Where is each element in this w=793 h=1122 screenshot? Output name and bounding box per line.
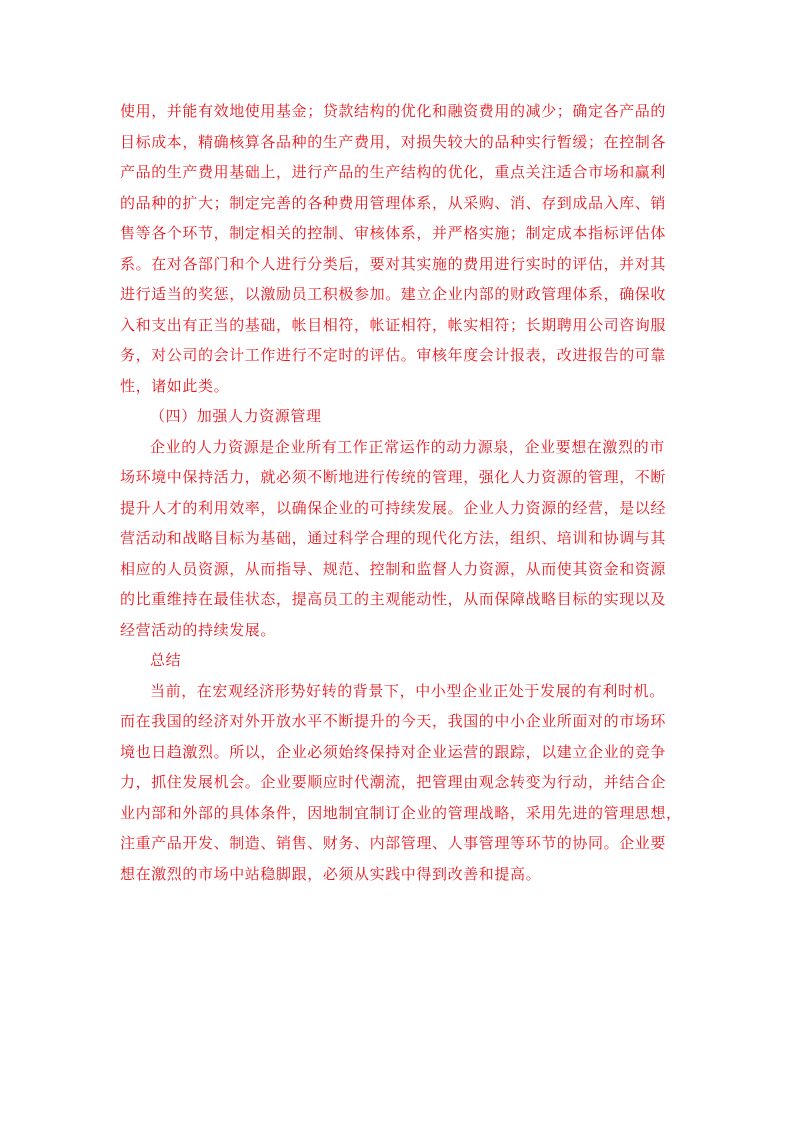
- text-line: 售等各个环节，制定相关的控制、审核体系，并严格实施；制定成本指标评估体: [120, 224, 667, 242]
- text-line: 提升人才的利用效率，以确保企业的可持续发展。企业人力资源的经营，是以经: [120, 498, 667, 517]
- text-line: 产品的生产费用基础上，进行产品的生产结构的优化，重点关注适合市场和赢利: [120, 163, 667, 181]
- text-line: 力，抓住发展机会。企业要顺应时代潮流，把管理由观念转变为行动，并结合企: [120, 773, 667, 791]
- text-line: 业内部和外部的具体条件，因地制宜制订企业的管理战略，采用先进的管理思想，: [120, 803, 682, 822]
- text-line: 企业的人力资源是企业所有工作正常运作的动力源泉，企业要想在激烈的市: [150, 437, 665, 456]
- text-line: 性，诸如此类。: [120, 376, 230, 395]
- text-line: 当前，在宏观经济形势好转的背景下，中小型企业正处于发展的有利时机。: [150, 681, 665, 700]
- text-line: 经营活动的持续发展。: [120, 620, 277, 639]
- text-line: 场环境中保持活力，就必须不断地进行传统的管理，强化人力资源的管理，不断: [120, 468, 667, 486]
- text-line: 境也日趋激烈。所以，企业必须始终保持对企业运营的跟踪，以建立企业的竞争: [120, 742, 667, 761]
- text-line: 入和支出有正当的基础，帐目相符，帐证相符，帐实相符；长期聘用公司咨询服: [120, 315, 667, 334]
- text-line: 的比重维持在最佳状态，提高员工的主观能动性，从而保障战略目标的实现以及: [120, 590, 667, 608]
- text-line: 进行适当的奖惩，以激励员工积极参加。建立企业内部的财政管理体系，确保收: [120, 285, 667, 303]
- text-line: 营活动和战略目标为基础，通过科学合理的现代化方法，组织、培训和协调与其: [120, 529, 667, 547]
- text-line: 总结: [150, 651, 182, 669]
- text-line: 而在我国的经济对外开放水平不断提升的今天，我国的中小企业所面对的市场环: [120, 712, 667, 730]
- text-line: 系。在对各部门和个人进行分类后，要对其实施的费用进行实时的评估，并对其: [120, 254, 667, 273]
- document-body: [120, 96, 680, 889]
- text-line: 的品种的扩大；制定完善的各种费用管理体系，从采购、消、存到成品入库、销: [120, 193, 667, 212]
- text-line: 想在激烈的市场中站稳脚跟，必须从实践中得到改善和提高。: [120, 864, 542, 883]
- text-line: 目标成本，精确核算各品种的生产费用，对损失较大的品种实行暂缓；在控制各: [120, 132, 667, 151]
- text-line: （四）加强人力资源管理: [150, 407, 322, 425]
- text-line: 相应的人员资源，从而指导、规范、控制和监督人力资源，从而使其资金和资源: [120, 559, 667, 578]
- text-line: 注重产品开发、制造、销售、财务、内部管理、人事管理等环节的协同。企业要: [120, 834, 667, 852]
- text-line: 务，对公司的会计工作进行不定时的评估。审核年度会计报表，改进报告的可靠: [120, 346, 667, 364]
- text-line: 使用，并能有效地使用基金；贷款结构的优化和融资费用的减少；确定各产品的: [120, 102, 667, 120]
